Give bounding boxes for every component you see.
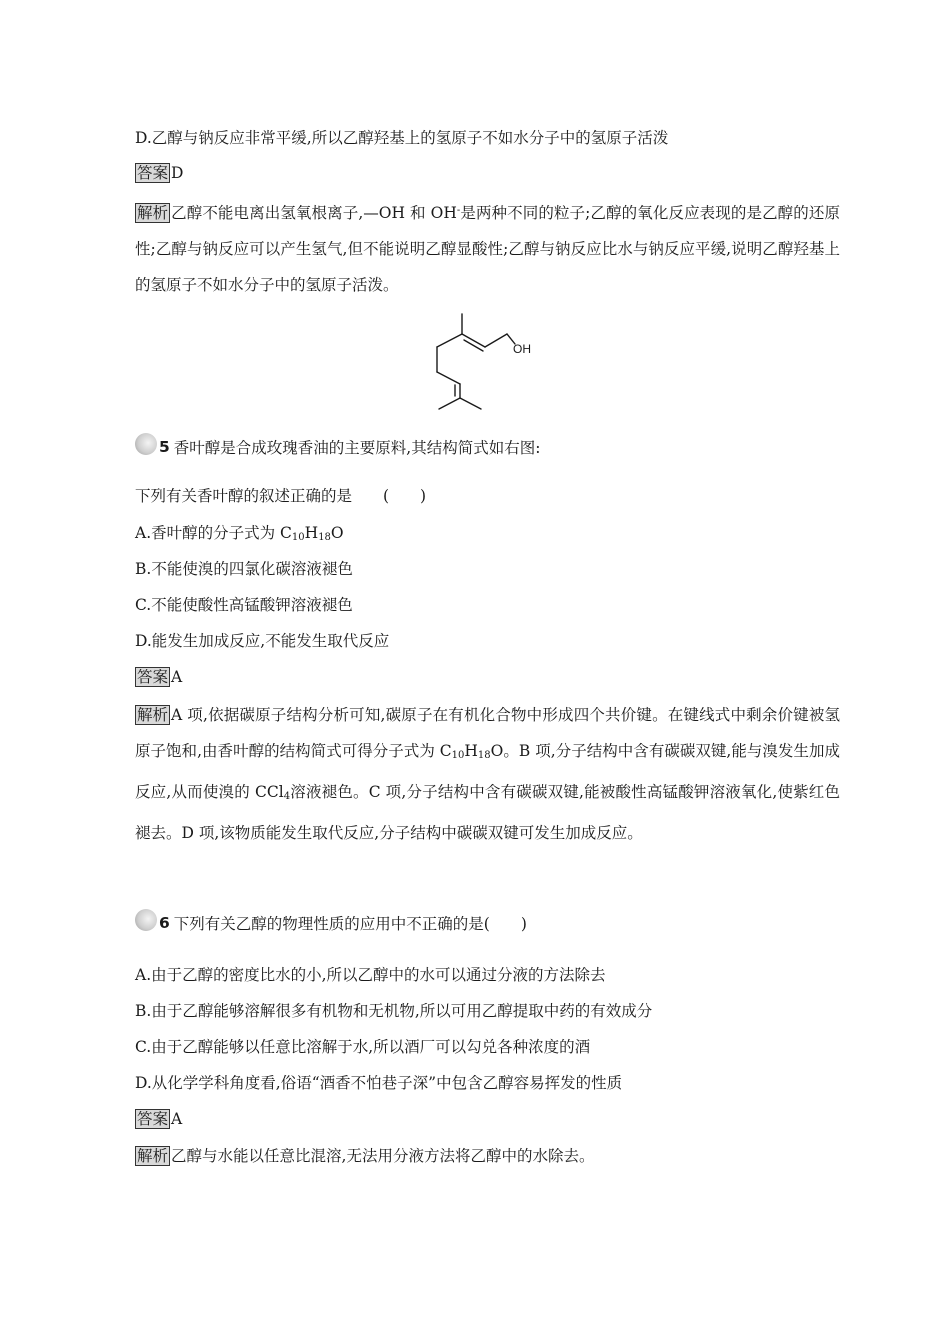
question-number: 5 — [159, 438, 170, 456]
oh-label: OH — [513, 342, 531, 356]
h-symbol: H — [464, 742, 478, 760]
q4-analysis — [135, 193, 840, 303]
q6-option-c: C.由于乙醇能够以任意比溶解于水,所以酒厂可以勾兑各种浓度的酒 — [135, 1038, 591, 1056]
sub-18: 18 — [318, 532, 331, 543]
analysis-text-1: 乙醇不能电离出氢氧根离子,—OH 和 OH — [171, 204, 457, 222]
question-marker-icon — [135, 909, 157, 931]
question-stem: 下列有关乙醇的物理性质的应用中不正确的是( ) — [173, 915, 527, 933]
question-stem: 香叶醇是合成玫瑰香油的主要原料,其结构简式如右图: — [173, 439, 541, 457]
analysis-label: 解析 — [137, 706, 169, 724]
sub-10: 10 — [451, 750, 465, 761]
analysis-text: 乙醇与水能以任意比混溶,无法用分液方法将乙醇中的水除去。 — [171, 1147, 595, 1165]
q5-option-a — [135, 522, 344, 549]
q4-answer — [135, 162, 183, 184]
q6-answer — [135, 1108, 182, 1130]
q5-question: 下列有关香叶醇的叙述正确的是 ( ) — [135, 487, 427, 505]
q5-option-b: B.不能使溴的四氯化碳溶液褪色 — [135, 560, 353, 578]
answer-label: 答案 — [137, 668, 169, 686]
question-number: 6 — [159, 914, 170, 932]
q5-option-c: C.不能使酸性高锰酸钾溶液褪色 — [135, 596, 353, 614]
analysis-label: 解析 — [137, 1147, 169, 1165]
q4-option-d: D.乙醇与钠反应非常平缓,所以乙醇羟基上的氢原子不如水分子中的氢原子活泼 — [135, 129, 669, 147]
q6-option-a: A.由于乙醇的密度比水的小,所以乙醇中的水可以通过分液的方法除去 — [135, 966, 606, 984]
answer-value: A — [171, 1110, 183, 1128]
sub-10: 10 — [291, 532, 305, 543]
bond-c1-c2 — [485, 334, 507, 347]
answer-label: 答案 — [137, 1110, 169, 1128]
q6-option-b: B.由于乙醇能够溶解很多有机物和无机物,所以可用乙醇提取中药的有效成分 — [135, 1002, 653, 1020]
q5-stem — [135, 436, 540, 458]
answer-value: D — [171, 164, 184, 182]
option-a-text: A.香叶醇的分子式为 C — [135, 524, 292, 542]
analysis-sup: - — [456, 205, 461, 216]
analysis-text-2: O。B 项,分子结构中含有碳碳双键,能与溴发生加成反应,从而使溴的 CCl — [135, 742, 840, 801]
geraniol-structure-diagram — [425, 312, 565, 412]
analysis-text-1: A 项,依据碳原子结构分析可知,碳原子在有机化合物中形成四个共价键。在键线式中剩余价键被氢原子饱和,由香叶醇的结构简式可得分子式为 C — [135, 706, 840, 760]
answer-value: A — [171, 668, 183, 686]
q6-stem — [135, 912, 527, 934]
answer-label: 答案 — [137, 164, 169, 182]
sub-4: 4 — [283, 791, 291, 802]
question-marker-icon — [135, 433, 157, 455]
q6-option-d: D.从化学学科角度看,俗语“酒香不怕巷子深”中包含乙醇容易挥发的性质 — [135, 1074, 623, 1092]
analysis-text-2: 是两种不同的粒子;乙醇的氧化反应表现的是乙醇的还原性;乙醇与钠反应可以产生氢气,但不能说明乙醇显酸性;乙醇与钠反应比水与钠反应平缓,说明乙醇羟基上的氢原子不如水分子中的氢原子活泼。 — [135, 204, 840, 294]
methyl-bond-right — [460, 398, 481, 409]
analysis-label: 解析 — [137, 204, 169, 222]
bond-c3-c4 — [437, 334, 462, 347]
q5-analysis — [135, 697, 840, 851]
q6-analysis — [135, 1145, 594, 1167]
double-bond-c2-c3-inner — [464, 340, 483, 351]
q5-answer — [135, 666, 182, 688]
bond-c5-c6 — [437, 372, 460, 384]
sub-18: 18 — [477, 750, 491, 761]
analysis-text-3: 溶液褪色。C 项,分子结构中含有碳碳双键,能被酸性高锰酸钾溶液氧化,使紫红色褪去。D 项,该物质能发生取代反应,分子结构中碳碳双键可发生加成反应。 — [135, 783, 840, 842]
q5-option-d: D.能发生加成反应,不能发生取代反应 — [135, 632, 390, 650]
methyl-bond-left — [439, 398, 460, 409]
h-symbol: H — [304, 524, 319, 542]
o-symbol: O — [330, 524, 344, 542]
